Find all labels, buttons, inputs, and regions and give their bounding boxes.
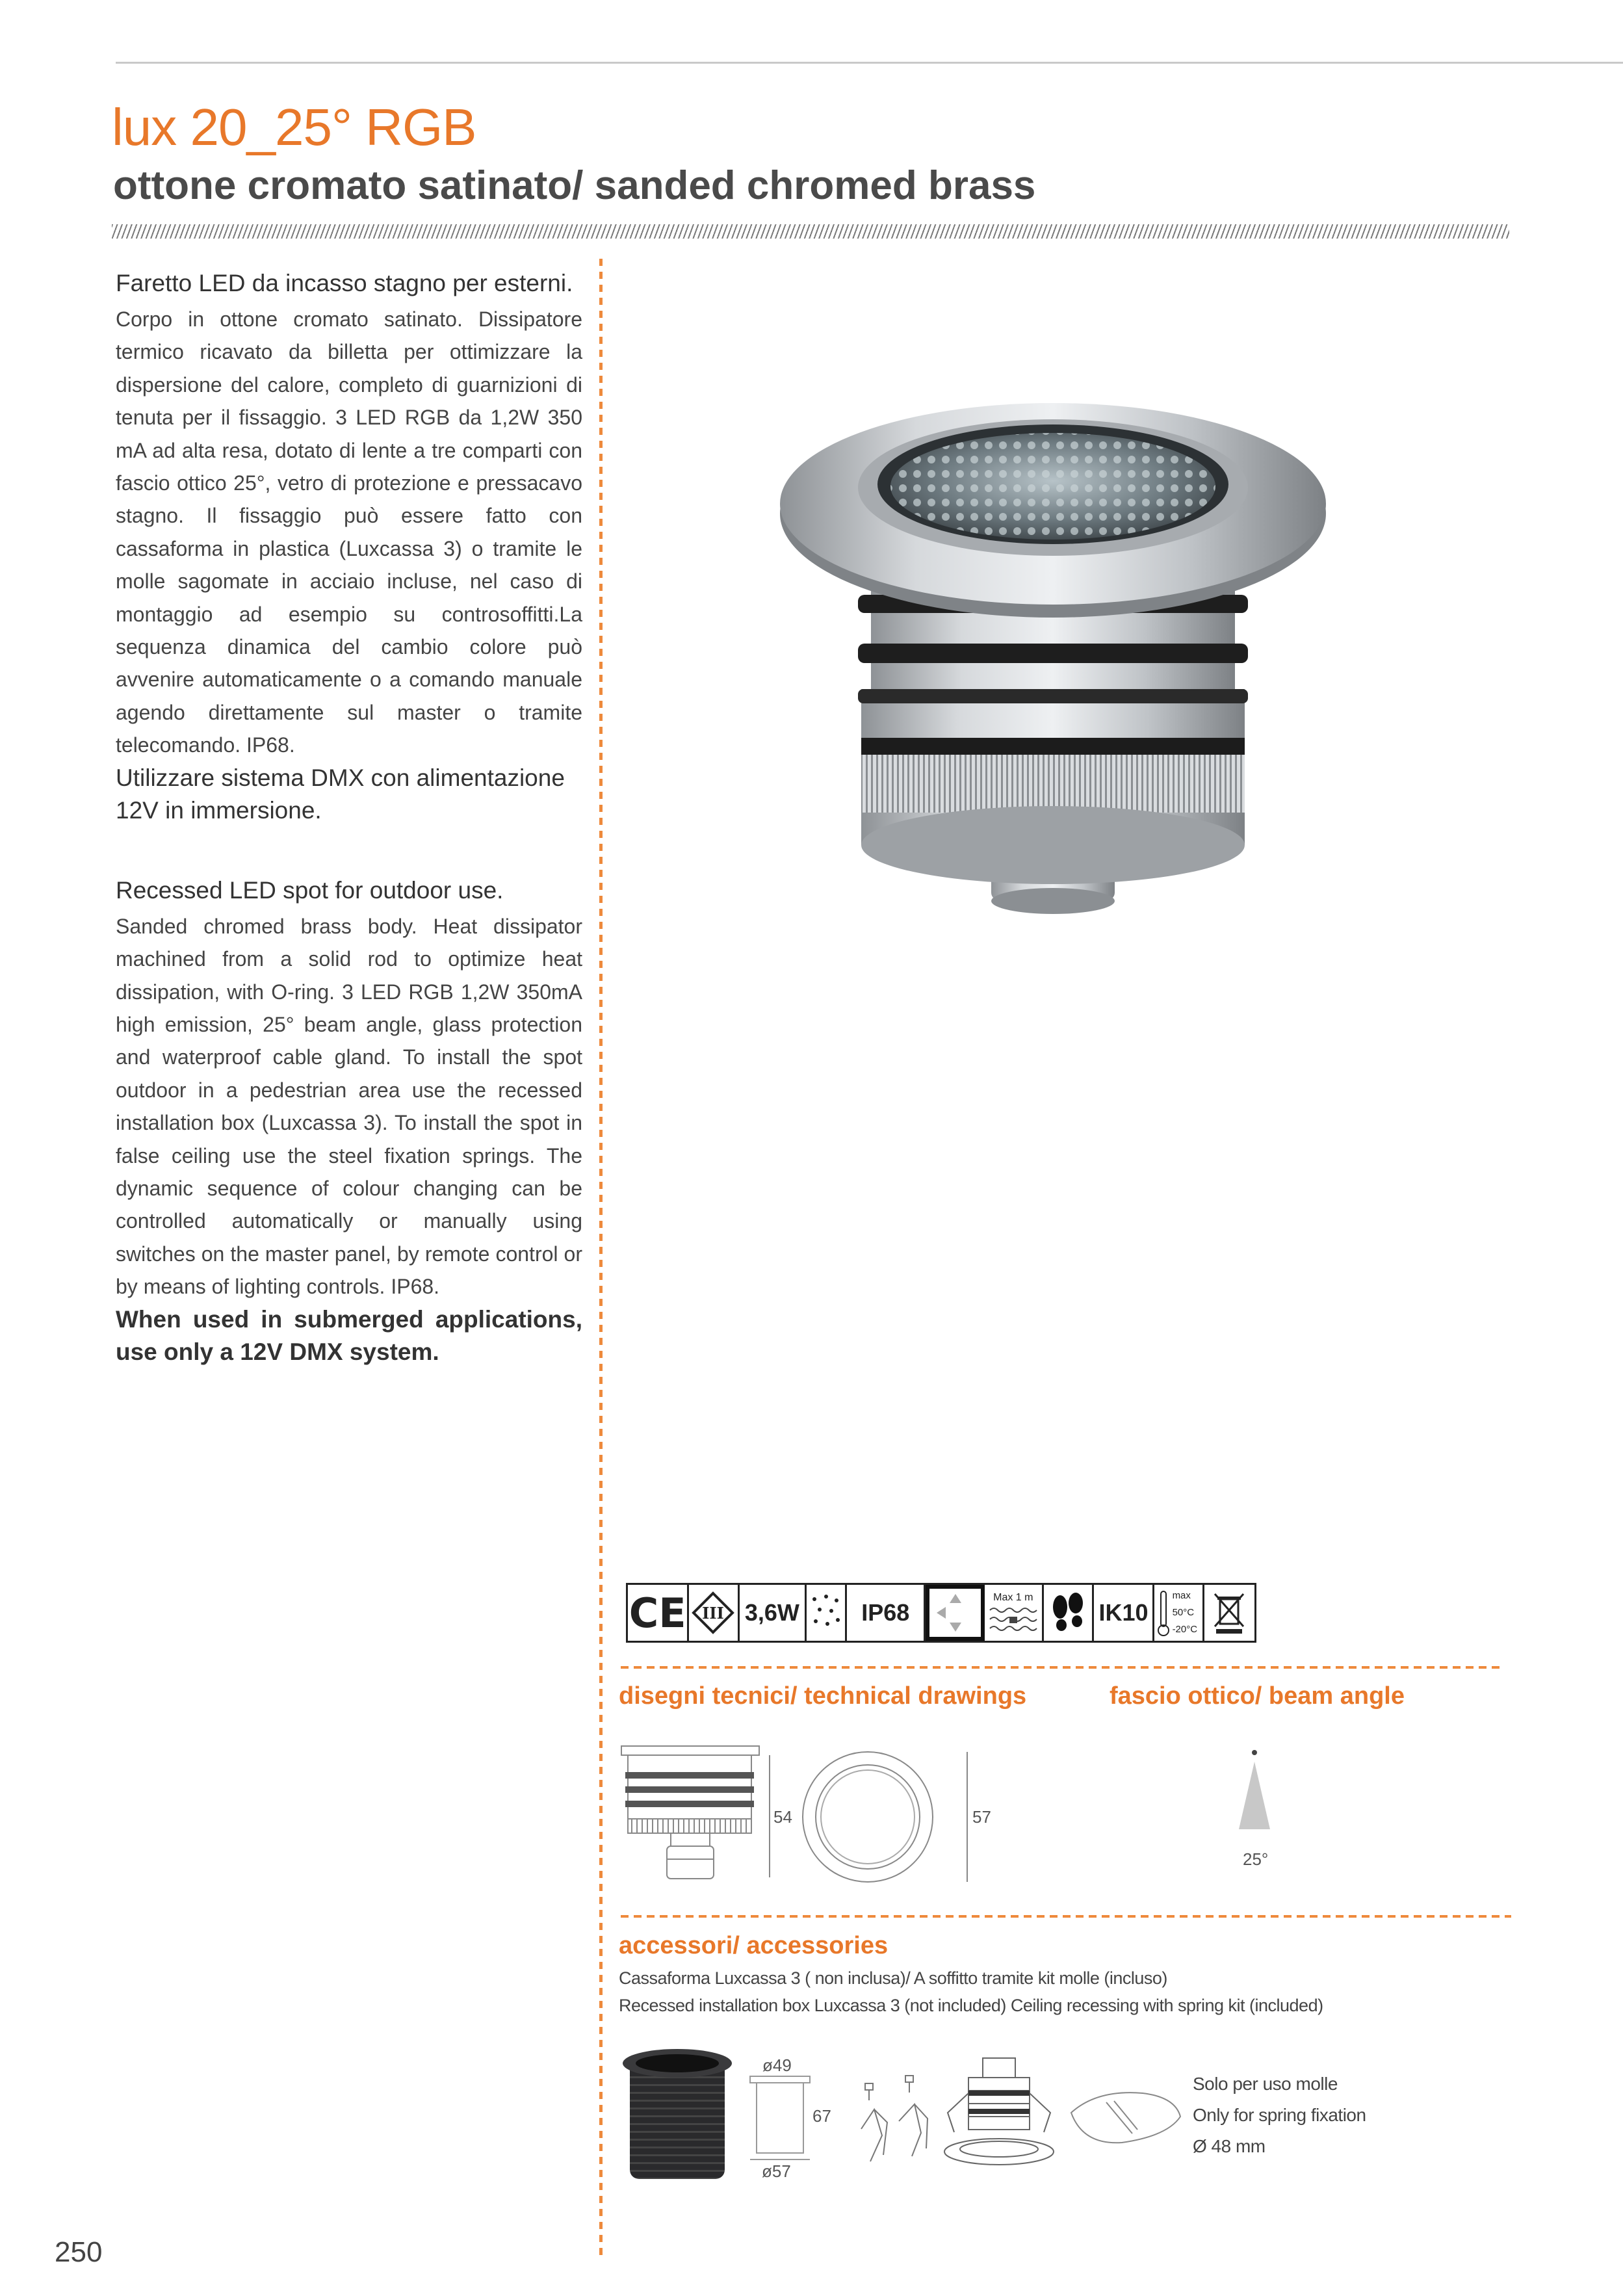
temperature-icon [1154, 1585, 1204, 1641]
power-label: 3,6W [740, 1585, 807, 1641]
accessories-line-italian: Cassaforma Luxcassa 3 ( non inclusa)/ A soffitto tramite kit molle (incluso) [619, 1968, 1167, 1988]
walkover-footprint-icon [1044, 1585, 1094, 1641]
english-body: Sanded chromed brass body. Heat dissipator machined from a solid rod to optimize heat dissipation, with O-ring. 3 LED RGB 1,2W 350mA high emission, 25° beam angle, glass protection and waterproof cable gland. To install the spot outdoor in a pedestrian area use the recessed installation box (Luxcassa 3). To install the spot in false ceiling use the steel fixation springs. The dynamic sequence of colour changing can be controlled automatically or manually using switches on the master panel, by remote control or by means of lighting controls. IP68. [116, 914, 582, 1299]
spring-kit-drawing [848, 2064, 939, 2168]
certification-icons [626, 1583, 1256, 1643]
section-divider-drawings [621, 1666, 1501, 1669]
front-view-drawing [799, 1749, 975, 1892]
hatch-divider [112, 224, 1509, 239]
class-three-icon [689, 1585, 739, 1641]
description-column [116, 267, 582, 1368]
english-note: When used in submerged applications, use only a 12V DMX system. [116, 1305, 582, 1365]
english-heading: Recessed LED spot for outdoor use. [116, 876, 504, 904]
temp-max-label: max [1172, 1590, 1191, 1601]
immersion-icon [985, 1585, 1043, 1641]
side-view-drawing [619, 1742, 775, 1898]
beam-angle-diagram [1235, 1749, 1274, 1833]
ce-mark-icon: CE [628, 1585, 689, 1641]
weee-bin-icon [1204, 1585, 1254, 1641]
class-three-label: III [702, 1604, 725, 1623]
page-number: 250 [55, 2236, 103, 2268]
beam-angle-heading: fascio ottico/ beam angle [1110, 1682, 1405, 1710]
product-photo [767, 338, 1339, 923]
ceiling-cutout-drawing [1067, 2087, 1184, 2145]
accessories-line-english: Recessed installation box Luxcassa 3 (not included) Ceiling recessing with spring kit (included) [619, 1996, 1323, 2015]
spring-mount-assembly-drawing [942, 2054, 1056, 2178]
accessories-heading: accessori/ accessories [619, 1932, 889, 1959]
accessory-note-italian: Solo per uso molle [1193, 2074, 1338, 2094]
installation-box-image [621, 2048, 734, 2184]
drawing-height-dim: 54 [773, 1807, 792, 1827]
ip-rating-label: IP68 [847, 1585, 926, 1641]
beam-angle-value: 25° [1243, 1849, 1269, 1869]
accessory-note-diameter: Ø 48 mm [1193, 2136, 1266, 2156]
column-divider [599, 259, 603, 2258]
box-section-drawing [747, 2074, 812, 2165]
product-subtitle: ottone cromato satinato/ sanded chromed brass [113, 163, 1036, 208]
italian-heading: Faretto LED da incasso stagno per esterni. [116, 270, 573, 296]
rain-icon [807, 1585, 847, 1641]
technical-drawings-heading: disegni tecnici/ technical drawings [619, 1682, 1027, 1710]
temp-min-value: -20°C [1172, 1624, 1198, 1635]
section-divider-accessories [621, 1915, 1511, 1918]
accessory-note-english: Only for spring fixation [1193, 2105, 1366, 2125]
arrows-icon [926, 1585, 985, 1641]
top-rule [116, 62, 1623, 64]
italian-note: Utilizzare sistema DMX con alimentazione 12V in immersione. [116, 764, 565, 824]
immersion-depth: Max 1 m [993, 1592, 1033, 1603]
drawing-diameter-dim: 57 [972, 1807, 991, 1827]
italian-body: Corpo in ottone cromato satinato. Dissipatore termico ricavato da billetta per ottimizzare la dispersione del calore, completo di guarnizioni di tenuta per il fissaggio. 3 LED RGB da 1,2W 350 mA ad alta resa, dotato di lente a tre comparti con fascio ottico 25°, vetro di protezione e pressacavo stagno. Il fissaggio può essere fatto con cassaforma in plastica (Luxcassa 3) o tramite le molle sagomate in acciaio incluse, nel caso di montaggio ad esempio su controsoffitti.La sequenza dinamica del cambio colore può avvenire automaticamente o a comando manuale agendo direttamente sul master o tramite telecomando. IP68. [116, 307, 582, 757]
box-top-diameter: ø49 [762, 2055, 792, 2075]
box-height-dim: 67 [812, 2106, 831, 2126]
box-bottom-diameter: ø57 [762, 2161, 791, 2181]
temp-max-value: 50°C [1172, 1607, 1195, 1618]
product-title: lux 20_25° RGB [112, 98, 476, 156]
ik-rating-label: IK10 [1094, 1585, 1154, 1641]
